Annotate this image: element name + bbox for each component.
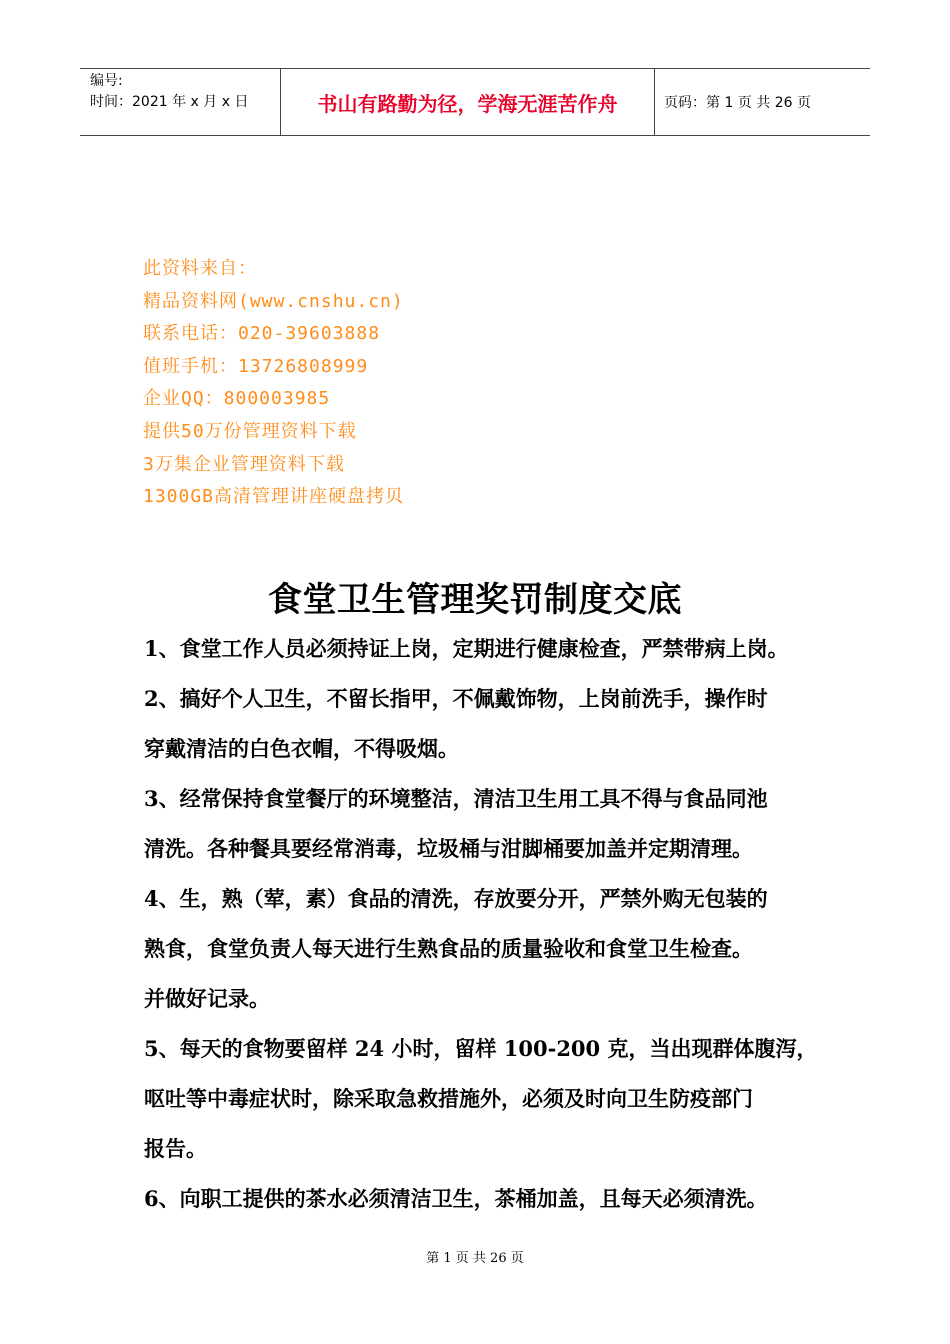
header-meta <box>80 69 281 135</box>
header-page-info: 页码：第 1 页 共 26 页 <box>664 95 811 111</box>
promo-block <box>143 253 404 514</box>
body-line: 清洗。各种餐具要经常消毒，垃圾桶与泔脚桶要加盖并定期清理。 <box>144 836 753 861</box>
body-line: 呕吐等中毒症状时，除采取急救措施外，必须及时向卫生防疫部门 <box>144 1086 753 1111</box>
document-number-label: 编号: <box>90 73 123 89</box>
body-line: 4、生，熟（荤，素）食品的清洗，存放要分开，严禁外购无包装的 <box>144 886 768 911</box>
page-header <box>80 68 870 136</box>
promo-line: 3万集企业管理资料下载 <box>143 453 345 475</box>
header-motto: 书山有路勤为径，学海无涯苦作舟 <box>281 69 655 135</box>
body-line: 6、向职工提供的茶水必须清洁卫生，茶桶加盖，且每天必须清洗。 <box>144 1186 768 1211</box>
body-line: 穿戴清洁的白色衣帽，不得吸烟。 <box>144 736 459 761</box>
document-time: 时间：2021 年 x 月 x 日 <box>90 94 249 110</box>
body-line: 并做好记录。 <box>144 986 270 1011</box>
body-line: 熟食，食堂负责人每天进行生熟食品的质量验收和食堂卫生检查。 <box>144 936 753 961</box>
body-line: 1、食堂工作人员必须持证上岗，定期进行健康检查，严禁带病上岗。 <box>144 636 789 661</box>
document-title: 食堂卫生管理奖罚制度交底 <box>268 580 682 620</box>
body-line: 2、搞好个人卫生，不留长指甲，不佩戴饰物，上岗前洗手，操作时 <box>144 686 768 711</box>
body-line: 3、经常保持食堂餐厅的环境整洁，清洁卫生用工具不得与食品同池 <box>144 786 768 811</box>
document-body <box>144 624 834 1224</box>
promo-line: 此资料来自： <box>143 258 257 279</box>
promo-line: 提供50万份管理资料下载 <box>143 420 357 442</box>
body-line: 报告。 <box>144 1136 207 1161</box>
promo-line: 值班手机：13726808999 <box>143 355 369 377</box>
promo-line: 1300GB高清管理讲座硬盘拷贝 <box>143 486 405 508</box>
promo-line: 精品资料网(www.cnshu.cn) <box>143 290 404 312</box>
promo-line: 企业QQ：800003985 <box>143 388 331 410</box>
promo-line: 联系电话：020-39603888 <box>143 323 381 345</box>
body-line: 5、每天的食物要留样 24 小时，留样 100-200 克，当出现群体腹泻， <box>144 1036 818 1061</box>
page-footer: 第 1 页 共 26 页 <box>426 1251 524 1266</box>
